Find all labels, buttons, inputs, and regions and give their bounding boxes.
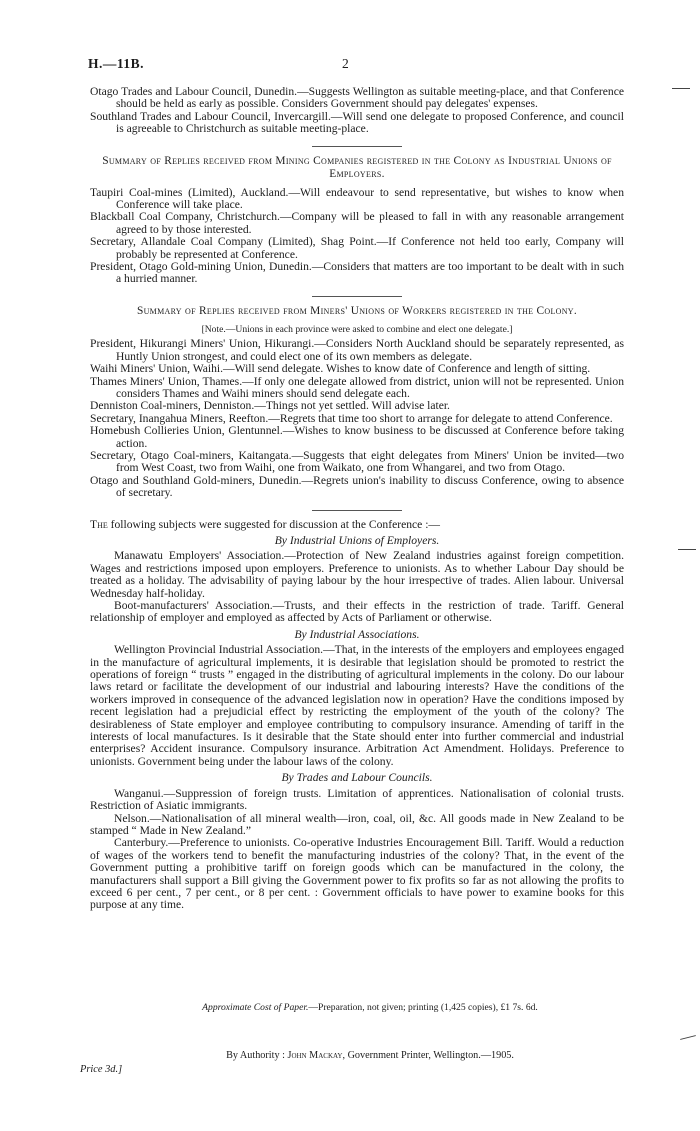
reply-entry: Secretary, Inangahua Miners, Reefton.—Regrets that time too short to arrange for delegate to attend Conference. bbox=[90, 411, 613, 425]
section-heading-associations: By Industrial Associations. bbox=[294, 627, 420, 641]
reply-entry: President, Hikurangi Miners' Union, Hikurangi.—Considers North Auckland should be separately represented, as Huntly Union strongest, and could elect one of its own members as delegate. bbox=[90, 337, 624, 363]
authority-prefix: By Authority : bbox=[226, 1050, 288, 1061]
reply-entry: Secretary, Otago Coal-miners, Kaitangata.—Suggests that eight delegates from Miners' Union be invited—two from West Coast, two from Waihi, one from Waikato, one from Whangarei, and two from Otago. bbox=[90, 448, 624, 475]
section-divider bbox=[312, 146, 402, 147]
authority-suffix: , Government Printer, Wellington.—1905. bbox=[342, 1050, 514, 1061]
section-divider bbox=[312, 296, 402, 297]
document-reference: H.—11B. bbox=[88, 56, 145, 71]
reply-entry: Taupiri Coal-mines (Limited), Auckland.—Will endeavour to send representative, but wishes to know when Conference will take place. bbox=[90, 185, 624, 212]
cost-text: —Preparation, not given; printing (1,425 copies), £1 7s. 6d. bbox=[308, 1002, 538, 1013]
margin-mark bbox=[678, 549, 696, 550]
subjects-intro-lead: The bbox=[90, 517, 108, 531]
reply-entry: Secretary, Allandale Coal Company (Limited), Shag Point.—If Conference not held too early, Company will probably be represented at Conference. bbox=[90, 235, 624, 261]
summary-heading-mining: Summary of Replies received from Mining Companies registered in the Colony as Industrial Unions of Employers. bbox=[102, 154, 612, 180]
document-body bbox=[90, 86, 624, 912]
reply-entry: Waihi Miners' Union, Waihi.—Will send delegate. Wishes to know date of Conference and length of sitting. bbox=[90, 362, 591, 376]
subject-paragraph: Boot-manufacturers' Association.—Trusts, and their effects in the restriction of trade. Tariff. General relationship of employer and employed as affected by Acts of Parliament or otherwise. bbox=[90, 599, 624, 625]
reply-entry: Blackball Coal Company, Christchurch.—Company will be pleased to fall in with any reasonable arrangement agreed to by those interested. bbox=[90, 210, 624, 236]
printer-authority bbox=[160, 1050, 580, 1061]
subject-paragraph: Wanganui.—Suppression of foreign trusts. Limitation of apprentices. Nationalisation of colonial trusts. Restriction of Asiatic immigrants. bbox=[90, 786, 624, 813]
subject-paragraph: Wellington Provincial Industrial Association.—That, in the interests of the employers and employees engaged in the manufacture of agricultural implements, it is desirable that legislation should be promoted to restrict the operations of foreign “ trusts ” engaged in the distributing of agricultural implements in the colony. Do our labour laws retard or facilitate the development of our industrial and labouring interests? Have the conditions of the workers improved in consequence of the advanced legislation now in operation? Have the conditions imposed by recent legislation had a prejudicial effect by restricting the employment of the youth of the colony? The desirableness of State employer and employee contributing to compulsory insurance. Amending of tariff in the interests of local manufactures. Is it desirable that the State should enter into further commercial and industrial enterprises? Accident insurance. Compulsory insurance. Arbitration Act Amendment. Holidays. Preference to unionists. Government being under the labour laws of the colony. bbox=[90, 643, 624, 768]
reply-entry: President, Otago Gold-mining Union, Dunedin.—Considers that matters are too important to be dealt with in such a hurried manner. bbox=[90, 260, 624, 286]
miners-note: [Note.—Unions in each province were asked to combine and elect one delegate.] bbox=[201, 323, 513, 335]
reply-entry: Otago Trades and Labour Council, Dunedin.—Suggests Wellington as suitable meeting-place, and that Conference should be held as early as possible. Considers Government should pay delegates' expenses. bbox=[90, 85, 624, 111]
reply-entry: Homebush Collieries Union, Glentunnel.—Wishes to know business to be discussed at Conference before taking action. bbox=[90, 424, 624, 450]
reply-entry: Southland Trades and Labour Council, Invercargill.—Will send one delegate to proposed Conference, and council is agreeable to Christchurch as suitable meeting-place. bbox=[90, 109, 624, 136]
reply-entry: Otago and Southland Gold-miners, Dunedin.—Regrets union's inability to discuss Conference, owing to absence of secretary. bbox=[90, 473, 624, 500]
subjects-intro-text: following subjects were suggested for discussion at the Conference :— bbox=[107, 517, 441, 531]
subject-paragraph: Manawatu Employers' Association.—Protection of New Zealand industries against foreign competition. Wages and restrictions imposed upon employers. Preference to unionists. As to whether Labour Day should be treated as a holiday. The advisability of paying labour by the hour irrespective of trades. Alien labour. Universal Wednesday half-holiday. bbox=[90, 549, 624, 600]
cost-label: Approximate Cost of Paper. bbox=[202, 1002, 309, 1013]
cost-of-paper bbox=[160, 1002, 580, 1013]
page-number: 2 bbox=[342, 56, 349, 71]
reply-entry: Thames Miners' Union, Thames.—If only one delegate allowed from district, union will not be represented. Union considers Thames and Waihi miners should send delegate each. bbox=[90, 374, 624, 400]
section-divider bbox=[312, 510, 402, 511]
section-heading-employers: By Industrial Unions of Employers. bbox=[274, 533, 440, 547]
margin-mark bbox=[680, 1035, 696, 1040]
price-label: Price 3d.] bbox=[80, 1064, 123, 1075]
summary-heading-miners: Summary of Replies received from Miners' Unions of Workers registered in the Colony. bbox=[136, 304, 578, 317]
subject-paragraph: Nelson.—Nationalisation of all mineral wealth—iron, coal, oil, &c. All goods made in New Zealand to be stamped “ Made in New Zealand.” bbox=[90, 811, 624, 837]
subject-paragraph: Canterbury.—Preference to unionists. Co-operative Industries Encouragement Bill. Tariff. Would a reduction of wages of the workers tend to benefit the manufacturing industries of the colony? That, in the event of the Government putting a prohibitive tariff on foreign goods which can be manufactured in the colony, the manufacturers shall support a Bill giving the Government power to fix profits so far as not allowing the profits to exceed 6 per cent., 7 per cent., or 8 per cent. : Government officials to have power to examine books for this purpose at any time. bbox=[90, 836, 624, 912]
subjects-intro bbox=[90, 519, 624, 531]
section-heading-councils: By Trades and Labour Councils. bbox=[281, 771, 433, 785]
printer-name: John Mackay bbox=[287, 1050, 343, 1061]
reply-entry: Denniston Coal-miners, Denniston.—Things not yet settled. Will advise later. bbox=[90, 399, 450, 413]
margin-mark bbox=[672, 88, 690, 89]
